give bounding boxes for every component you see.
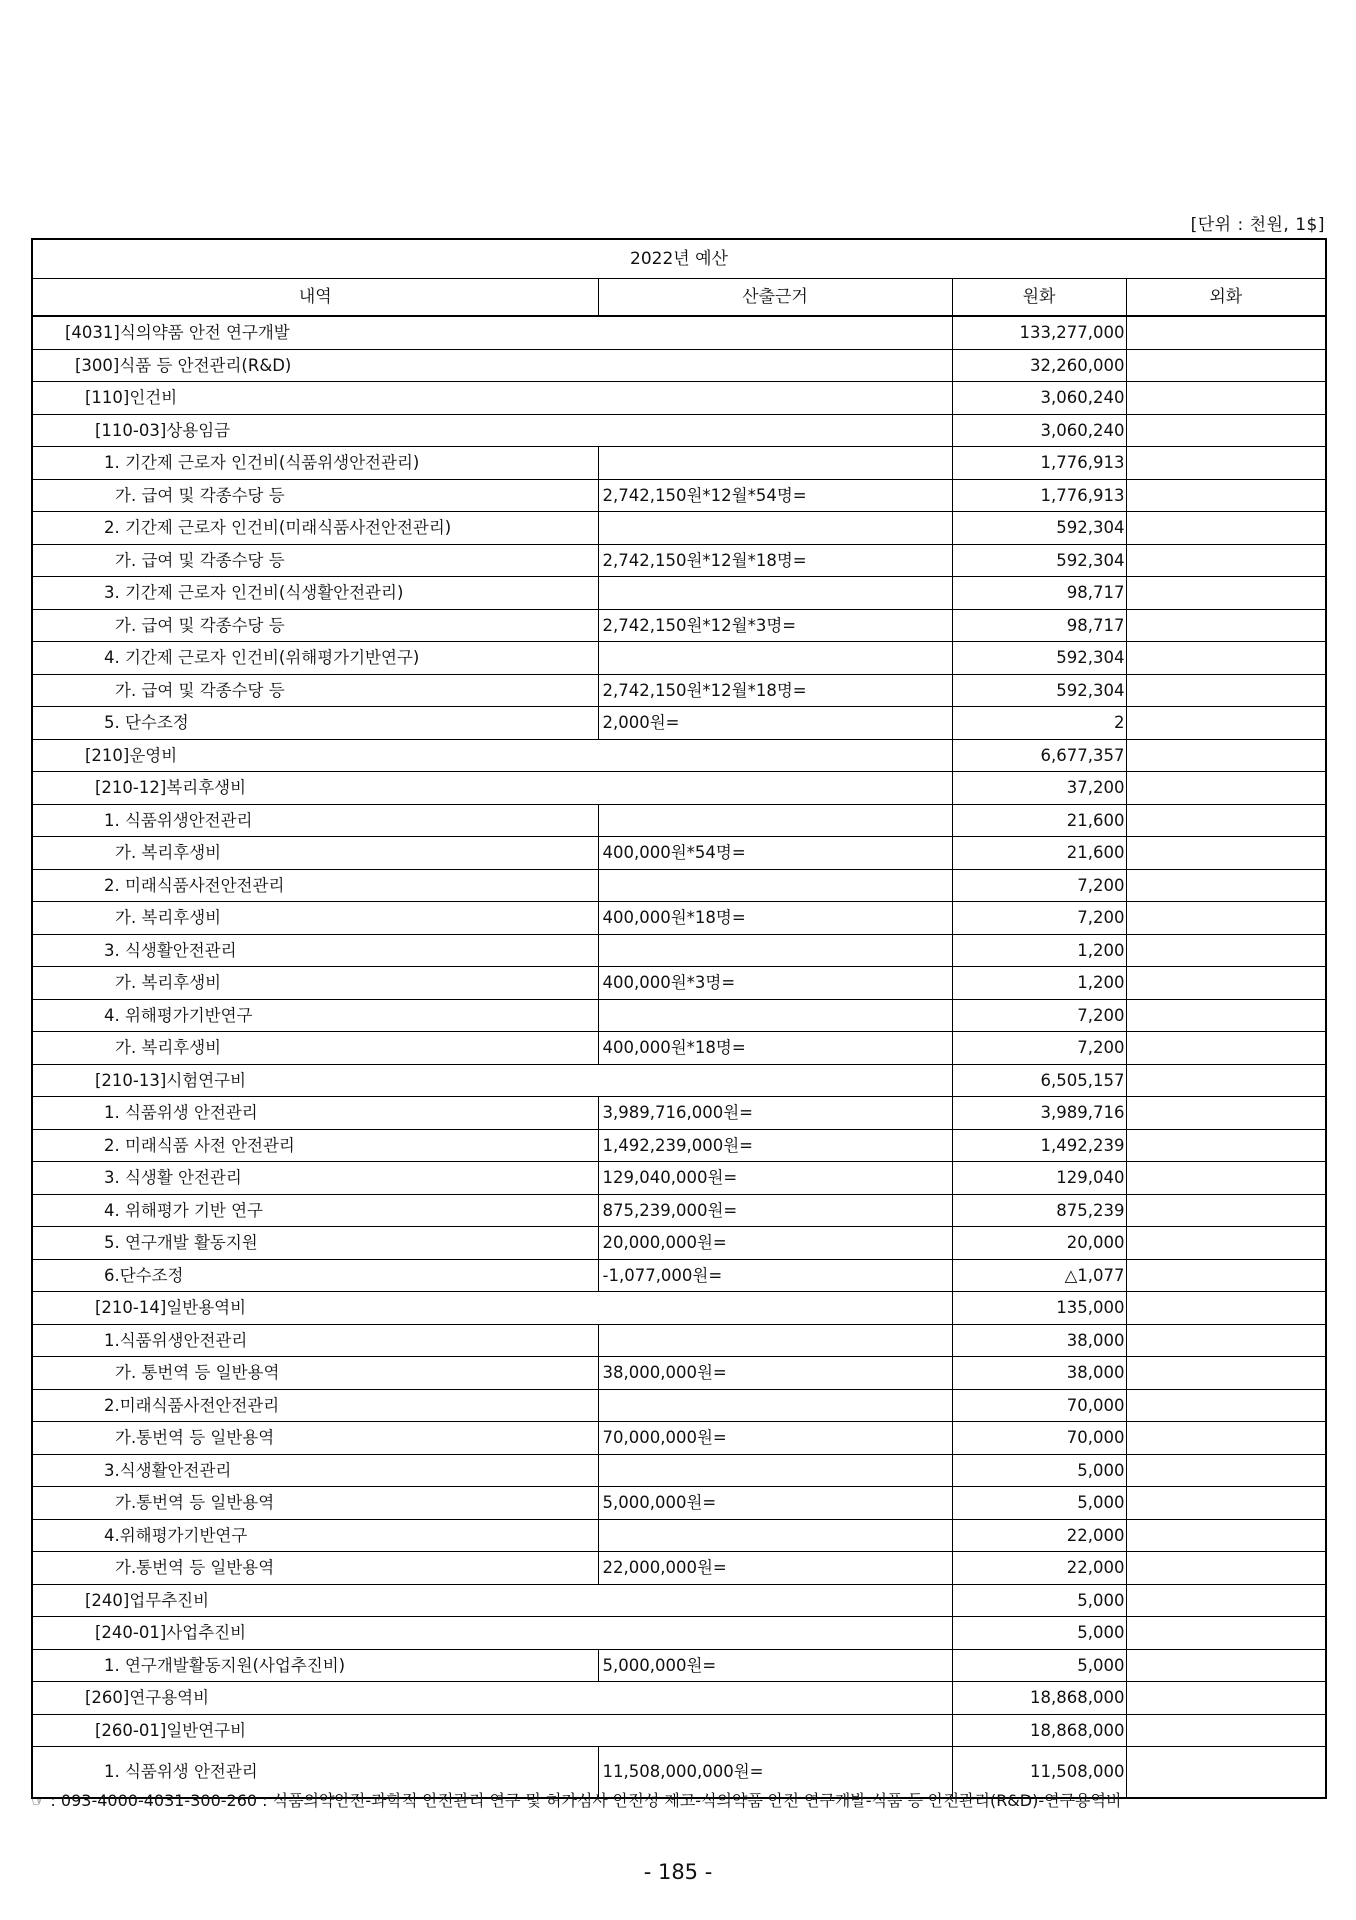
- row-calc: [598, 869, 952, 902]
- header-desc: 내역: [32, 279, 598, 317]
- table-row: [32, 1617, 1326, 1650]
- row-fx: [1126, 1162, 1326, 1195]
- row-won: 38,000: [952, 1324, 1126, 1357]
- row-calc: [598, 642, 952, 675]
- row-desc: 2. 기간제 근로자 인건비(미래식품사전안전관리): [32, 512, 598, 545]
- row-fx: [1126, 1682, 1326, 1715]
- row-won: 70,000: [952, 1389, 1126, 1422]
- table-row: [32, 447, 1326, 480]
- row-desc: [260]연구용역비: [32, 1682, 952, 1715]
- row-desc: 5. 단수조정: [32, 707, 598, 740]
- row-won: 21,600: [952, 804, 1126, 837]
- row-calc: [598, 804, 952, 837]
- row-fx: [1126, 1519, 1326, 1552]
- row-desc: [210]운영비: [32, 739, 952, 772]
- row-fx: [1126, 999, 1326, 1032]
- row-desc: 1.식품위생안전관리: [32, 1324, 598, 1357]
- row-desc: 가. 급여 및 각종수당 등: [32, 674, 598, 707]
- row-calc: 400,000원*18명=: [598, 1032, 952, 1065]
- row-won: 2: [952, 707, 1126, 740]
- row-desc: 1. 기간제 근로자 인건비(식품위생안전관리): [32, 447, 598, 480]
- table-row: [32, 967, 1326, 1000]
- row-won: 1,776,913: [952, 479, 1126, 512]
- row-fx: [1126, 1129, 1326, 1162]
- row-fx: [1126, 1389, 1326, 1422]
- row-calc: 5,000,000원=: [598, 1487, 952, 1520]
- row-won: △1,077: [952, 1259, 1126, 1292]
- table-row: [32, 1487, 1326, 1520]
- row-won: 7,200: [952, 999, 1126, 1032]
- table-row: [32, 1259, 1326, 1292]
- unit-label: [단위 : 천원, 1$]: [1190, 215, 1325, 235]
- table-row: [32, 837, 1326, 870]
- row-desc: [210-12]복리후생비: [32, 772, 952, 805]
- row-desc: 가. 급여 및 각종수당 등: [32, 479, 598, 512]
- row-desc: 2. 미래식품사전안전관리: [32, 869, 598, 902]
- row-fx: [1126, 1454, 1326, 1487]
- row-calc: 2,000원=: [598, 707, 952, 740]
- row-desc: 3.식생활안전관리: [32, 1454, 598, 1487]
- row-won: 5,000: [952, 1454, 1126, 1487]
- row-won: 875,239: [952, 1194, 1126, 1227]
- row-won: 5,000: [952, 1487, 1126, 1520]
- row-desc: [260-01]일반연구비: [32, 1714, 952, 1747]
- budget-table: [31, 238, 1327, 1799]
- row-won: 20,000: [952, 1227, 1126, 1260]
- table-row: [32, 674, 1326, 707]
- row-won: 70,000: [952, 1422, 1126, 1455]
- row-calc: 20,000,000원=: [598, 1227, 952, 1260]
- row-won: 1,200: [952, 967, 1126, 1000]
- table-row: [32, 772, 1326, 805]
- row-fx: [1126, 1097, 1326, 1130]
- row-won: 7,200: [952, 869, 1126, 902]
- row-calc: 400,000원*54명=: [598, 837, 952, 870]
- row-fx: [1126, 1259, 1326, 1292]
- table-row: [32, 999, 1326, 1032]
- table-row: [32, 869, 1326, 902]
- row-fx: [1126, 1292, 1326, 1325]
- row-desc: [240]업무추진비: [32, 1584, 952, 1617]
- row-fx: [1126, 1194, 1326, 1227]
- table-title: 2022년 예산: [32, 239, 1326, 279]
- row-fx: [1126, 804, 1326, 837]
- row-fx: [1126, 1064, 1326, 1097]
- row-calc: [598, 512, 952, 545]
- row-won: 133,277,000: [952, 316, 1126, 349]
- row-calc: 22,000,000원=: [598, 1552, 952, 1585]
- table-row: [32, 1682, 1326, 1715]
- row-won: 3,060,240: [952, 414, 1126, 447]
- table-row: [32, 544, 1326, 577]
- row-fx: [1126, 512, 1326, 545]
- row-calc: 129,040,000원=: [598, 1162, 952, 1195]
- table-row: [32, 609, 1326, 642]
- table-row: [32, 1324, 1326, 1357]
- row-calc: 2,742,150원*12월*18명=: [598, 544, 952, 577]
- row-won: 3,060,240: [952, 382, 1126, 415]
- row-won: 98,717: [952, 577, 1126, 610]
- row-calc: [598, 1454, 952, 1487]
- row-won: 5,000: [952, 1617, 1126, 1650]
- row-won: 18,868,000: [952, 1682, 1126, 1715]
- row-won: 22,000: [952, 1519, 1126, 1552]
- row-desc: 가. 복리후생비: [32, 837, 598, 870]
- row-desc: 2.미래식품사전안전관리: [32, 1389, 598, 1422]
- table-row: [32, 1162, 1326, 1195]
- row-won: 38,000: [952, 1357, 1126, 1390]
- row-desc: 1. 식품위생 안전관리: [32, 1097, 598, 1130]
- row-fx: [1126, 1747, 1326, 1799]
- table-row: [32, 1129, 1326, 1162]
- row-desc: 4. 기간제 근로자 인건비(위해평가기반연구): [32, 642, 598, 675]
- table-row: [32, 1357, 1326, 1390]
- row-desc: 1. 연구개발활동지원(사업추진비): [32, 1649, 598, 1682]
- table-row: [32, 707, 1326, 740]
- table-row: [32, 1584, 1326, 1617]
- row-calc: 2,742,150원*12월*3명=: [598, 609, 952, 642]
- row-desc: 1. 식품위생안전관리: [32, 804, 598, 837]
- footnote: ☞ : 093-4000-4031-300-260 : 식품의약안전-과학적 안전관리 연구 및 허가심사 안전성 제고-식의약품 안전 연구개발-식품 등 안전관리(R&D)-연구용역비: [31, 1791, 1122, 1810]
- table-row: [32, 1714, 1326, 1747]
- table-row: [32, 934, 1326, 967]
- row-calc: [598, 1519, 952, 1552]
- table-row: [32, 414, 1326, 447]
- table-row: [32, 1389, 1326, 1422]
- row-desc: 1. 식품위생 안전관리: [32, 1747, 598, 1799]
- row-won: 11,508,000: [952, 1747, 1126, 1799]
- row-won: 22,000: [952, 1552, 1126, 1585]
- row-desc: 3. 식생활 안전관리: [32, 1162, 598, 1195]
- row-desc: 가. 급여 및 각종수당 등: [32, 609, 598, 642]
- table-row: [32, 739, 1326, 772]
- row-desc: 가. 복리후생비: [32, 967, 598, 1000]
- row-desc: 가. 급여 및 각종수당 등: [32, 544, 598, 577]
- row-won: 6,505,157: [952, 1064, 1126, 1097]
- row-won: 6,677,357: [952, 739, 1126, 772]
- row-fx: [1126, 934, 1326, 967]
- row-won: 592,304: [952, 642, 1126, 675]
- table-row: [32, 1097, 1326, 1130]
- header-fx: 외화: [1126, 279, 1326, 317]
- row-fx: [1126, 837, 1326, 870]
- row-fx: [1126, 577, 1326, 610]
- row-fx: [1126, 707, 1326, 740]
- row-won: 129,040: [952, 1162, 1126, 1195]
- row-desc: 4. 위해평가 기반 연구: [32, 1194, 598, 1227]
- table-row: [32, 349, 1326, 382]
- row-fx: [1126, 739, 1326, 772]
- row-desc: 2. 미래식품 사전 안전관리: [32, 1129, 598, 1162]
- row-desc: [240-01]사업추진비: [32, 1617, 952, 1650]
- row-desc: [300]식품 등 안전관리(R&D): [32, 349, 952, 382]
- row-calc: 1,492,239,000원=: [598, 1129, 952, 1162]
- row-won: 37,200: [952, 772, 1126, 805]
- row-fx: [1126, 1649, 1326, 1682]
- row-desc: 3. 기간제 근로자 인건비(식생활안전관리): [32, 577, 598, 610]
- table-row: [32, 902, 1326, 935]
- row-calc: 875,239,000원=: [598, 1194, 952, 1227]
- row-won: 18,868,000: [952, 1714, 1126, 1747]
- row-fx: [1126, 382, 1326, 415]
- row-fx: [1126, 349, 1326, 382]
- row-fx: [1126, 609, 1326, 642]
- row-fx: [1126, 967, 1326, 1000]
- table-body: [32, 316, 1326, 1798]
- table-row: [32, 1519, 1326, 1552]
- row-fx: [1126, 414, 1326, 447]
- row-fx: [1126, 902, 1326, 935]
- row-won: 98,717: [952, 609, 1126, 642]
- row-desc: 가. 복리후생비: [32, 1032, 598, 1065]
- row-desc: 4. 위해평가기반연구: [32, 999, 598, 1032]
- row-desc: 가.통번역 등 일반용역: [32, 1422, 598, 1455]
- row-calc: [598, 999, 952, 1032]
- row-desc: 3. 식생활안전관리: [32, 934, 598, 967]
- row-calc: [598, 934, 952, 967]
- table-row: [32, 1194, 1326, 1227]
- row-fx: [1126, 1032, 1326, 1065]
- table-row: [32, 1422, 1326, 1455]
- row-desc: 가.통번역 등 일반용역: [32, 1487, 598, 1520]
- row-fx: [1126, 642, 1326, 675]
- table-row: [32, 1649, 1326, 1682]
- table-row: [32, 382, 1326, 415]
- table-row: [32, 1454, 1326, 1487]
- table-row: [32, 804, 1326, 837]
- table-row: [32, 479, 1326, 512]
- row-calc: [598, 1324, 952, 1357]
- row-won: 7,200: [952, 902, 1126, 935]
- table-row: [32, 1292, 1326, 1325]
- row-won: 32,260,000: [952, 349, 1126, 382]
- row-fx: [1126, 869, 1326, 902]
- row-won: 592,304: [952, 674, 1126, 707]
- row-fx: [1126, 674, 1326, 707]
- row-desc: [110]인건비: [32, 382, 952, 415]
- row-desc: 5. 연구개발 활동지원: [32, 1227, 598, 1260]
- row-calc: 2,742,150원*12월*54명=: [598, 479, 952, 512]
- row-calc: 2,742,150원*12월*18명=: [598, 674, 952, 707]
- row-won: 7,200: [952, 1032, 1126, 1065]
- row-calc: 400,000원*3명=: [598, 967, 952, 1000]
- table-row: [32, 1227, 1326, 1260]
- row-fx: [1126, 544, 1326, 577]
- row-calc: -1,077,000원=: [598, 1259, 952, 1292]
- row-calc: [598, 447, 952, 480]
- row-won: 21,600: [952, 837, 1126, 870]
- row-fx: [1126, 316, 1326, 349]
- row-desc: [110-03]상용임금: [32, 414, 952, 447]
- row-fx: [1126, 1324, 1326, 1357]
- row-desc: [4031]식의약품 안전 연구개발: [32, 316, 952, 349]
- row-won: 592,304: [952, 512, 1126, 545]
- row-fx: [1126, 772, 1326, 805]
- row-won: 592,304: [952, 544, 1126, 577]
- row-fx: [1126, 1357, 1326, 1390]
- row-fx: [1126, 1714, 1326, 1747]
- row-calc: [598, 577, 952, 610]
- table-row: [32, 1064, 1326, 1097]
- table-row: [32, 316, 1326, 349]
- row-calc: 3,989,716,000원=: [598, 1097, 952, 1130]
- row-fx: [1126, 447, 1326, 480]
- header-calc: 산출근거: [598, 279, 952, 317]
- row-won: 1,776,913: [952, 447, 1126, 480]
- page-number: - 185 -: [643, 1860, 713, 1884]
- row-desc: 4.위해평가기반연구: [32, 1519, 598, 1552]
- row-won: 135,000: [952, 1292, 1126, 1325]
- row-desc: 가. 복리후생비: [32, 902, 598, 935]
- header-won: 원화: [952, 279, 1126, 317]
- row-won: 5,000: [952, 1649, 1126, 1682]
- row-calc: 11,508,000,000원=: [598, 1747, 952, 1799]
- row-calc: 70,000,000원=: [598, 1422, 952, 1455]
- table-row: [32, 1552, 1326, 1585]
- row-won: 1,492,239: [952, 1129, 1126, 1162]
- row-won: 1,200: [952, 934, 1126, 967]
- row-won: 5,000: [952, 1584, 1126, 1617]
- row-fx: [1126, 1617, 1326, 1650]
- row-calc: [598, 1389, 952, 1422]
- table-row: [32, 1032, 1326, 1065]
- row-desc: [210-14]일반용역비: [32, 1292, 952, 1325]
- row-desc: 6.단수조정: [32, 1259, 598, 1292]
- row-calc: 400,000원*18명=: [598, 902, 952, 935]
- row-desc: [210-13]시험연구비: [32, 1064, 952, 1097]
- row-desc: 가. 통번역 등 일반용역: [32, 1357, 598, 1390]
- table-row: [32, 642, 1326, 675]
- row-calc: 5,000,000원=: [598, 1649, 952, 1682]
- table-row: [32, 577, 1326, 610]
- row-fx: [1126, 1487, 1326, 1520]
- row-calc: 38,000,000원=: [598, 1357, 952, 1390]
- table-row: [32, 512, 1326, 545]
- row-fx: [1126, 1584, 1326, 1617]
- row-fx: [1126, 1227, 1326, 1260]
- row-desc: 가.통번역 등 일반용역: [32, 1552, 598, 1585]
- row-fx: [1126, 1422, 1326, 1455]
- row-won: 3,989,716: [952, 1097, 1126, 1130]
- row-fx: [1126, 1552, 1326, 1585]
- row-fx: [1126, 479, 1326, 512]
